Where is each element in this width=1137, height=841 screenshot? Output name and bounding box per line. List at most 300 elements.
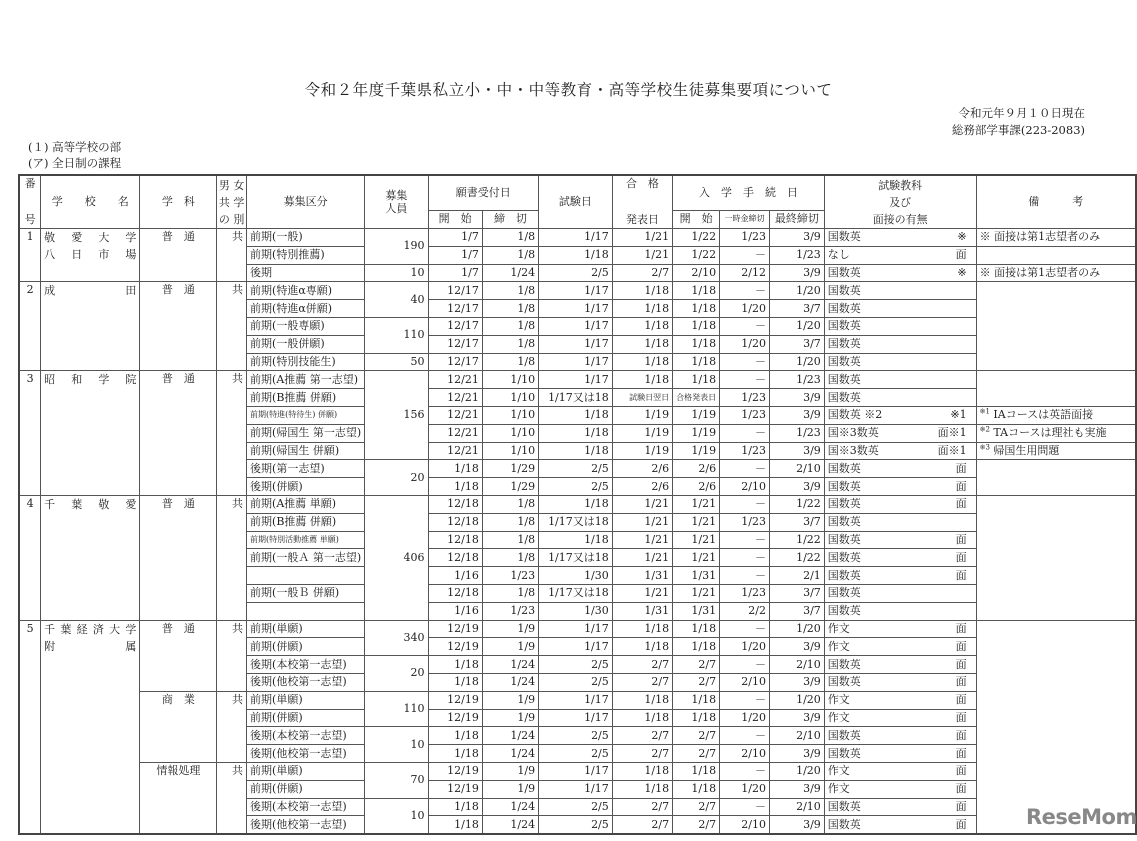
recruit-kubun: 前期(帰国生 併願) [247, 442, 365, 460]
exam-date: 1/17 [539, 353, 613, 371]
course-name: 普 通 [140, 229, 217, 282]
pass-date: 1/21 [612, 229, 672, 247]
recruit-kubun: 後期(他校第一志望) [247, 745, 365, 763]
app-end: 1/8 [482, 300, 538, 318]
exam-date: 2/5 [539, 727, 613, 745]
subject-text: 国数英 [827, 568, 861, 582]
header-coed-line: 男 女 [218, 178, 245, 192]
interview-mark: 面 [955, 746, 967, 760]
notes-cell [976, 371, 1136, 407]
app-end: 1/24 [482, 656, 538, 674]
proc-start: 1/19 [673, 442, 720, 460]
exam-subjects [824, 602, 976, 620]
exam-subjects [824, 798, 976, 816]
exam-date: 1/17 [539, 638, 613, 656]
header-subject-line: 及び [889, 195, 912, 209]
proc-final: 3/7 [769, 584, 824, 602]
app-end: 1/10 [482, 371, 538, 389]
pass-date: 試験日翌日 [612, 389, 672, 407]
exam-subjects [824, 584, 976, 602]
table-body [19, 229, 1136, 835]
subject-text: 国数英 [827, 817, 861, 831]
exam-date: 1/18 [539, 406, 613, 424]
recruit-kubun: 後期(本校第一志望) [247, 798, 365, 816]
coed-type: 共 [217, 762, 247, 834]
header-app-start: 開 始 [428, 210, 482, 228]
proc-final: 1/23 [769, 371, 824, 389]
pass-date: 2/7 [612, 264, 672, 282]
interview-mark: 面 [955, 479, 967, 493]
exam-date: 1/17 [539, 282, 613, 300]
coed-type: 共 [217, 371, 247, 496]
subject-text: 国数英 [827, 515, 861, 529]
app-end: 1/10 [482, 442, 538, 460]
pass-date: 1/21 [612, 513, 672, 531]
capacity: 20 [365, 656, 428, 692]
proc-final: 3/9 [769, 406, 824, 424]
recruit-kubun: 前期(B推薦 併願) [247, 389, 365, 407]
subject-text: 国※3数英 [827, 426, 879, 440]
proc-deposit: 1/23 [720, 406, 770, 424]
proc-start: 2/6 [673, 460, 720, 478]
proc-final: 1/20 [769, 353, 824, 371]
app-end: 1/9 [482, 638, 538, 656]
school-name [41, 371, 140, 496]
notes-cell [976, 620, 1136, 834]
recruit-kubun: 前期(特別推薦) [247, 246, 365, 264]
exam-date: 1/17 [539, 371, 613, 389]
interview-mark: 面 [955, 461, 967, 475]
proc-deposit: 2/2 [720, 602, 770, 620]
capacity: 10 [365, 798, 428, 834]
resemom-logo: ReseMom [1026, 805, 1137, 829]
proc-deposit: 2/10 [720, 673, 770, 691]
header-proc-deposit: 一時金締切 [720, 210, 770, 228]
exam-subjects [824, 673, 976, 691]
header-coed [217, 175, 247, 229]
app-start: 12/17 [428, 300, 482, 318]
subject-text: 国数英 [827, 586, 861, 600]
school-name-line: 附 属 [44, 639, 137, 653]
pass-date: 1/21 [612, 531, 672, 549]
exam-subjects [824, 300, 976, 318]
pass-date: 1/18 [612, 353, 672, 371]
coed-type: 共 [217, 229, 247, 282]
app-end: 1/8 [482, 584, 538, 602]
pass-date: 1/19 [612, 442, 672, 460]
proc-deposit: 1/20 [720, 709, 770, 727]
app-start: 1/7 [428, 264, 482, 282]
school-number: 4 [19, 495, 41, 620]
proc-final: 3/9 [769, 389, 824, 407]
interview-mark: 面 [955, 568, 967, 582]
header-coed-line: 共 学 [218, 195, 245, 209]
app-end: 1/10 [482, 389, 538, 407]
app-start: 12/21 [428, 406, 482, 424]
recruit-kubun: 前期(特別活動推薦 単願) [247, 531, 365, 549]
header-exam: 試験日 [539, 175, 613, 229]
notes-cell: $^{※3}$ 帰国生用問題 [976, 442, 1136, 460]
interview-mark: 面 [955, 799, 967, 813]
proc-final: 3/9 [769, 478, 824, 496]
pass-date: 2/7 [612, 727, 672, 745]
notes-cell [976, 460, 1136, 496]
interview-mark: 面 [955, 248, 967, 262]
recruit-kubun: 前期(特進(特待生) 併願) [247, 406, 365, 424]
app-end: 1/29 [482, 460, 538, 478]
exam-date: 1/17又は18 [539, 549, 613, 567]
proc-deposit: － [720, 371, 770, 389]
interview-mark: 面 [955, 728, 967, 742]
exam-subjects [824, 638, 976, 656]
app-end: 1/10 [482, 424, 538, 442]
app-end: 1/9 [482, 762, 538, 780]
proc-start: 1/18 [673, 317, 720, 335]
pass-date: 1/18 [612, 371, 672, 389]
app-end: 1/8 [482, 335, 538, 353]
subject-text: なし [827, 248, 850, 262]
exam-date: 1/18 [539, 442, 613, 460]
subject-text: 国数英 [827, 230, 861, 244]
recruit-kubun: 後期(本校第一志望) [247, 727, 365, 745]
app-start: 12/18 [428, 531, 482, 549]
app-start: 12/19 [428, 780, 482, 798]
app-start: 1/18 [428, 673, 482, 691]
proc-final: 3/7 [769, 335, 824, 353]
interview-mark: 面 [955, 532, 967, 546]
header-application: 願書受付日 [428, 175, 539, 210]
proc-deposit: － [720, 495, 770, 513]
proc-start: 1/22 [673, 246, 720, 264]
proc-deposit: － [720, 762, 770, 780]
notes-cell: $^{※2}$ TAコースは理社も実施 [976, 424, 1136, 442]
exam-date: 2/5 [539, 798, 613, 816]
recruit-kubun: 前期(併願) [247, 638, 365, 656]
school-name-line: 昭和学院 [44, 373, 137, 387]
interview-mark: 面 [955, 621, 967, 635]
school-name [41, 495, 140, 620]
proc-final: 1/20 [769, 620, 824, 638]
pass-date: 1/21 [612, 495, 672, 513]
proc-start: 2/7 [673, 745, 720, 763]
proc-deposit: － [720, 460, 770, 478]
app-start: 12/18 [428, 584, 482, 602]
pass-date: 2/6 [612, 478, 672, 496]
proc-deposit: 1/23 [720, 584, 770, 602]
app-end: 1/8 [482, 317, 538, 335]
proc-final: 1/22 [769, 495, 824, 513]
proc-final: 2/10 [769, 798, 824, 816]
proc-start: 1/18 [673, 780, 720, 798]
exam-date: 2/5 [539, 264, 613, 282]
proc-final: 2/10 [769, 656, 824, 674]
recruit-kubun: 前期(帰国生 第一志望) [247, 424, 365, 442]
app-start: 1/18 [428, 478, 482, 496]
table-row [19, 620, 1136, 638]
school-number: 3 [19, 371, 41, 496]
app-start: 1/7 [428, 229, 482, 247]
app-start: 12/18 [428, 513, 482, 531]
header-capacity-line: 人員 [385, 202, 408, 215]
table-row [19, 229, 1136, 247]
app-end: 1/8 [482, 246, 538, 264]
subject-text: 国数英 [827, 532, 861, 546]
proc-start: 1/21 [673, 513, 720, 531]
recruit-kubun: 前期(単願) [247, 762, 365, 780]
app-start: 12/18 [428, 549, 482, 567]
app-start: 12/21 [428, 371, 482, 389]
pass-date: 2/7 [612, 673, 672, 691]
proc-deposit: － [720, 424, 770, 442]
proc-deposit: － [720, 353, 770, 371]
subject-text: 国数英 [827, 675, 861, 689]
notes-cell [976, 282, 1136, 371]
coed-type: 共 [217, 691, 247, 762]
exam-subjects [824, 762, 976, 780]
interview-mark: 面 [955, 497, 967, 511]
course-name: 普 通 [140, 620, 217, 691]
exam-subjects [824, 816, 976, 834]
subject-text: 国数英 [827, 265, 861, 279]
proc-final: 1/22 [769, 531, 824, 549]
header-pass-top: 合 格 [625, 177, 659, 190]
subject-text: 作文 [827, 782, 850, 796]
proc-deposit: － [720, 246, 770, 264]
app-end: 1/23 [482, 567, 538, 585]
exam-date: 1/17又は18 [539, 584, 613, 602]
exam-subjects [824, 620, 976, 638]
school-name [41, 282, 140, 371]
school-name-line: 敬愛大学 [44, 231, 137, 244]
interview-mark: 面 [955, 550, 967, 564]
notes-cell: $^{※1}$ IAコースは英語面接 [976, 406, 1136, 424]
proc-start: 2/10 [673, 264, 720, 282]
subject-text: 作文 [827, 710, 850, 724]
pass-date: 1/19 [612, 406, 672, 424]
proc-deposit: 1/20 [720, 335, 770, 353]
recruit-kubun: 後期(他校第一志望) [247, 816, 365, 834]
subject-text: 国数英 [827, 372, 861, 386]
app-end: 1/8 [482, 513, 538, 531]
interview-mark: 面※1 [937, 426, 967, 440]
capacity: 70 [365, 762, 428, 798]
recruit-kubun: 前期(単願) [247, 620, 365, 638]
proc-deposit: 1/23 [720, 389, 770, 407]
app-end: 1/24 [482, 727, 538, 745]
exam-date: 2/5 [539, 460, 613, 478]
proc-final: 3/9 [769, 442, 824, 460]
school-number: 1 [19, 229, 41, 282]
proc-start: 2/7 [673, 673, 720, 691]
proc-final: 2/1 [769, 567, 824, 585]
subject-text: 国数英 [827, 354, 861, 368]
app-start: 12/19 [428, 709, 482, 727]
app-end: 1/8 [482, 353, 538, 371]
school-name-line: 成 田 [44, 284, 137, 298]
pass-date: 1/18 [612, 709, 672, 727]
interview-mark: 面 [955, 817, 967, 831]
pass-date: 1/21 [612, 549, 672, 567]
school-name-line: 千葉経済大学 [44, 622, 137, 636]
proc-start: 1/18 [673, 300, 720, 318]
header-subject-line: 面接の有無 [872, 212, 928, 226]
proc-final: 3/9 [769, 264, 824, 282]
header-school: 学 校 名 [41, 175, 140, 229]
app-start: 12/17 [428, 335, 482, 353]
interview-mark: 面 [955, 675, 967, 689]
subject-text: 作文 [827, 639, 850, 653]
exam-subjects [824, 478, 976, 496]
recruit-kubun: 前期(特進α併願) [247, 300, 365, 318]
app-start: 12/19 [428, 620, 482, 638]
pass-date: 1/18 [612, 762, 672, 780]
exam-subjects [824, 282, 976, 300]
recruit-kubun: 後期(本校第一志望) [247, 656, 365, 674]
header-pass [612, 175, 672, 229]
school-name-line: 八日市場 [44, 248, 137, 261]
app-start: 12/19 [428, 638, 482, 656]
proc-start: 1/18 [673, 371, 720, 389]
app-start: 12/19 [428, 762, 482, 780]
interview-mark: ※ [957, 230, 967, 244]
proc-deposit: 2/12 [720, 264, 770, 282]
app-start: 1/18 [428, 816, 482, 834]
app-start: 12/21 [428, 442, 482, 460]
subject-text: 国数英 [827, 497, 861, 511]
proc-start: 2/6 [673, 478, 720, 496]
proc-start: 合格発表日 [673, 389, 720, 407]
proc-start: 1/21 [673, 531, 720, 549]
notes-cell [976, 246, 1136, 264]
recruit-kubun: 前期(A推薦 第一志望) [247, 371, 365, 389]
proc-start: 1/21 [673, 584, 720, 602]
proc-final: 3/9 [769, 816, 824, 834]
pass-date: 1/19 [612, 424, 672, 442]
recruit-kubun: 後期(他校第一志望) [247, 673, 365, 691]
interview-mark: 面 [955, 639, 967, 653]
proc-deposit: － [720, 317, 770, 335]
proc-deposit: － [720, 282, 770, 300]
exam-subjects [824, 691, 976, 709]
subject-text: 国数英 [827, 337, 861, 351]
proc-start: 1/18 [673, 691, 720, 709]
subject-text: 国数英 [827, 301, 861, 315]
app-start: 12/17 [428, 317, 482, 335]
proc-final: 2/10 [769, 460, 824, 478]
proc-deposit: 2/10 [720, 478, 770, 496]
app-end: 1/24 [482, 816, 538, 834]
pass-date: 1/18 [612, 780, 672, 798]
course-name: 普 通 [140, 282, 217, 371]
proc-start: 1/21 [673, 495, 720, 513]
exam-subjects [824, 780, 976, 798]
header-procedure: 入 学 手 続 日 [673, 175, 825, 210]
header-number [19, 175, 41, 229]
coed-type: 共 [217, 282, 247, 371]
exam-subjects [824, 745, 976, 763]
pass-date: 2/6 [612, 460, 672, 478]
coed-type: 共 [217, 495, 247, 620]
course-name: 普 通 [140, 495, 217, 620]
pass-date: 1/18 [612, 335, 672, 353]
app-start: 1/7 [428, 246, 482, 264]
proc-deposit: 2/10 [720, 745, 770, 763]
pass-date: 1/31 [612, 602, 672, 620]
exam-subjects [824, 656, 976, 674]
proc-start: 2/7 [673, 798, 720, 816]
proc-start: 1/18 [673, 335, 720, 353]
header-course: 学 科 [140, 175, 217, 229]
pass-date: 1/31 [612, 567, 672, 585]
proc-start: 1/31 [673, 602, 720, 620]
pass-date: 2/7 [612, 745, 672, 763]
recruit-kubun: 前期(一般専願) [247, 317, 365, 335]
proc-final: 3/7 [769, 513, 824, 531]
app-end: 1/9 [482, 709, 538, 727]
table-row [19, 495, 1136, 513]
capacity: 406 [365, 495, 428, 620]
app-end: 1/9 [482, 620, 538, 638]
exam-subjects [824, 317, 976, 335]
proc-start: 1/31 [673, 567, 720, 585]
exam-date: 1/17 [539, 229, 613, 247]
as-of-date: 令和元年９月１０日現在 [958, 106, 1085, 120]
app-start: 1/16 [428, 567, 482, 585]
app-start: 1/18 [428, 727, 482, 745]
exam-date: 1/17又は18 [539, 513, 613, 531]
school-number: 2 [19, 282, 41, 371]
exam-subjects [824, 442, 976, 460]
proc-final: 1/20 [769, 762, 824, 780]
proc-deposit: 1/23 [720, 442, 770, 460]
recruit-kubun: 前期(併願) [247, 780, 365, 798]
capacity: 110 [365, 317, 428, 353]
subject-text: 国数英 [827, 390, 861, 404]
pass-date: 1/18 [612, 638, 672, 656]
app-end: 1/9 [482, 691, 538, 709]
course-name: 商 業 [140, 691, 217, 762]
proc-final: 1/20 [769, 282, 824, 300]
exam-subjects [824, 709, 976, 727]
app-start: 1/18 [428, 460, 482, 478]
course-name: 情報処理 [140, 762, 217, 834]
exam-date: 1/18 [539, 495, 613, 513]
interview-mark: 面 [955, 693, 967, 707]
pass-date: 1/18 [612, 620, 672, 638]
proc-deposit: － [720, 727, 770, 745]
recruit-kubun: 前期(B推薦 併願) [247, 513, 365, 531]
recruit-kubun: 前期(一般併願) [247, 335, 365, 353]
capacity: 20 [365, 460, 428, 496]
proc-final: 3/9 [769, 673, 824, 691]
proc-final: 3/9 [769, 229, 824, 247]
app-start: 12/19 [428, 691, 482, 709]
recruit-kubun: 前期(併願) [247, 709, 365, 727]
exam-subjects [824, 246, 976, 264]
app-start: 1/18 [428, 745, 482, 763]
proc-deposit: 1/23 [720, 513, 770, 531]
school-name-line: 千葉敬愛 [44, 497, 137, 511]
capacity: 340 [365, 620, 428, 656]
proc-deposit: 1/20 [720, 780, 770, 798]
notes-cell: ※ 面接は第1志望者のみ [976, 264, 1136, 282]
subject-text: 国数英 [827, 728, 861, 742]
app-end: 1/8 [482, 282, 538, 300]
exam-subjects [824, 460, 976, 478]
subject-text: 国数英 [827, 479, 861, 493]
interview-mark: 面 [955, 710, 967, 724]
proc-final: 1/22 [769, 549, 824, 567]
